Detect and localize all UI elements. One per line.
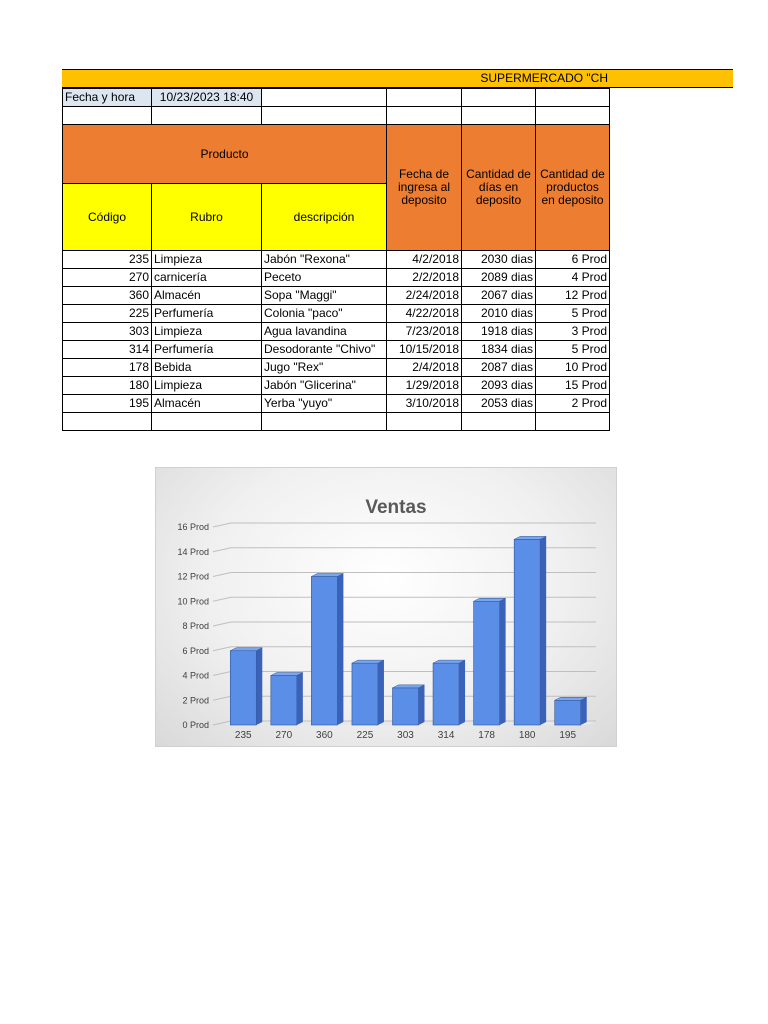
chart-title: Ventas (365, 497, 427, 518)
x-tick-label: 314 (437, 730, 455, 741)
gridline-tick (213, 548, 231, 552)
cell-fecha[interactable]: 7/23/2018 (387, 323, 462, 341)
table-row (63, 305, 610, 323)
cell[interactable] (262, 413, 387, 431)
date-value-cell[interactable]: 10/23/2023 18:40 (152, 89, 262, 107)
table-row (63, 341, 610, 359)
bar[interactable] (311, 577, 337, 726)
cell-descripcion[interactable]: Jugo "Rex" (262, 359, 387, 377)
cell-fecha[interactable]: 2/24/2018 (387, 287, 462, 305)
title-banner (62, 69, 733, 88)
cell-dias[interactable]: 1918 dias (462, 323, 536, 341)
cell-descripcion[interactable]: Jabón "Glicerina" (262, 377, 387, 395)
cell-fecha[interactable]: 4/22/2018 (387, 305, 462, 323)
cell-codigo[interactable]: 235 (63, 251, 152, 269)
table-row (63, 377, 610, 395)
bar-top (352, 660, 384, 663)
cell-fecha[interactable]: 4/2/2018 (387, 251, 462, 269)
chart-svg (156, 468, 616, 746)
bar-top (393, 685, 425, 688)
cell-descripcion[interactable]: Sopa "Maggi" (262, 287, 387, 305)
cell[interactable] (63, 107, 152, 125)
cell-cantidad[interactable]: 6 Prod (536, 251, 610, 269)
table-row (63, 359, 610, 377)
cell-fecha[interactable]: 2/2/2018 (387, 269, 462, 287)
cell-descripcion[interactable]: Colonia "paco" (262, 305, 387, 323)
table-row (63, 287, 610, 305)
x-tick-label: 225 (356, 730, 374, 741)
bar[interactable] (352, 663, 378, 725)
bar[interactable] (514, 539, 540, 725)
header-rubro[interactable]: Rubro (152, 184, 262, 251)
cell-rubro[interactable]: Perfumería (152, 341, 262, 359)
bar[interactable] (474, 601, 500, 725)
table-row (63, 323, 610, 341)
bar[interactable] (230, 651, 256, 725)
cell-dias[interactable]: 2053 dias (462, 395, 536, 413)
cell-dias[interactable]: 2030 dias (462, 251, 536, 269)
cell-dias[interactable]: 2089 dias (462, 269, 536, 287)
bar-side (459, 660, 465, 725)
cell-descripcion[interactable]: Peceto (262, 269, 387, 287)
cell-codigo[interactable]: 303 (63, 323, 152, 341)
bar-top (433, 660, 465, 663)
bar-side (419, 685, 425, 725)
cell-rubro[interactable]: Bebida (152, 359, 262, 377)
header-codigo[interactable]: Código (63, 184, 152, 251)
cell-codigo[interactable]: 225 (63, 305, 152, 323)
date-label-cell[interactable]: Fecha y hora (63, 89, 152, 107)
cell-cantidad[interactable]: 4 Prod (536, 269, 610, 287)
cell-rubro[interactable]: Limpieza (152, 323, 262, 341)
bar-side (378, 660, 384, 725)
y-tick-label: 10 Prod (177, 596, 209, 607)
cell[interactable] (152, 107, 262, 125)
cell[interactable] (262, 89, 387, 107)
header-fecha[interactable]: Fecha de ingresa al deposito (387, 125, 462, 251)
y-tick-label: 0 Prod (182, 720, 209, 730)
bar[interactable] (393, 688, 419, 725)
inventory-table (62, 88, 610, 431)
cell-dias[interactable]: 2067 dias (462, 287, 536, 305)
cell[interactable] (387, 89, 462, 107)
bar-side (256, 648, 262, 725)
x-tick-label: 270 (275, 730, 293, 741)
cell[interactable] (462, 107, 536, 125)
cell-fecha[interactable]: 1/29/2018 (387, 377, 462, 395)
cell-codigo[interactable]: 360 (63, 287, 152, 305)
bar-top (514, 536, 546, 539)
bar[interactable] (271, 676, 297, 726)
cell-codigo[interactable]: 270 (63, 269, 152, 287)
x-tick-label: 235 (234, 730, 252, 741)
y-tick-label: 12 Prod (177, 571, 209, 582)
x-tick-label: 195 (559, 730, 577, 741)
bar[interactable] (433, 663, 459, 725)
cell[interactable] (462, 89, 536, 107)
cell[interactable] (262, 107, 387, 125)
cell-dias[interactable]: 1834 dias (462, 341, 536, 359)
bar-side (581, 697, 587, 725)
cell[interactable] (462, 413, 536, 431)
bar-side (337, 574, 343, 726)
y-tick-label: 4 Prod (182, 670, 209, 681)
bar-side (500, 598, 506, 725)
table-row (63, 395, 610, 413)
y-tick-label: 8 Prod (182, 621, 209, 631)
cell-cantidad[interactable]: 15 Prod (536, 377, 610, 395)
cell-rubro[interactable]: Almacén (152, 287, 262, 305)
cell-fecha[interactable]: 10/15/2018 (387, 341, 462, 359)
x-tick-label: 360 (316, 730, 333, 741)
cell-fecha[interactable]: 2/4/2018 (387, 359, 462, 377)
cell-descripcion[interactable]: Yerba "yuyo" (262, 395, 387, 413)
table-row (63, 269, 610, 287)
gridline-tick (213, 672, 231, 676)
cell-rubro[interactable]: Limpieza (152, 251, 262, 269)
cell[interactable] (152, 413, 262, 431)
table-row (63, 251, 610, 269)
header-descripcion[interactable]: descripción (262, 184, 387, 251)
bar[interactable] (555, 700, 581, 725)
x-tick-label: 303 (397, 730, 414, 741)
cell-codigo[interactable]: 180 (63, 377, 152, 395)
header-cantidad[interactable]: Cantidad de productos en deposito (536, 125, 610, 251)
gridline-tick (213, 573, 231, 577)
cell[interactable] (387, 413, 462, 431)
cell-cantidad[interactable]: 3 Prod (536, 323, 610, 341)
cell-dias[interactable]: 2010 dias (462, 305, 536, 323)
y-tick-label: 16 Prod (177, 522, 209, 532)
header-dias[interactable]: Cantidad de días en deposito (462, 125, 536, 251)
cell-cantidad[interactable]: 10 Prod (536, 359, 610, 377)
ventas-chart[interactable] (155, 467, 617, 747)
cell[interactable] (387, 107, 462, 125)
x-tick-label: 178 (478, 730, 495, 741)
cell-descripcion[interactable]: Jabón "Rexona" (262, 251, 387, 269)
cell[interactable] (63, 413, 152, 431)
banner-title: SUPERMERCADO "CH (480, 71, 608, 85)
cell[interactable] (536, 413, 610, 431)
gridline-tick (213, 622, 231, 626)
cell[interactable] (536, 89, 610, 107)
bar-top (311, 574, 343, 577)
cell-codigo[interactable]: 314 (63, 341, 152, 359)
y-tick-label: 6 Prod (182, 645, 209, 656)
gridline-tick (213, 597, 231, 601)
gridline-tick (213, 523, 231, 527)
gridline-tick (213, 647, 231, 651)
gridline-tick (213, 696, 231, 700)
bar-top (230, 648, 262, 651)
cell-fecha[interactable]: 3/10/2018 (387, 395, 462, 413)
bar-side (540, 536, 546, 725)
cell-dias[interactable]: 2093 dias (462, 377, 536, 395)
cell-cantidad[interactable]: 5 Prod (536, 305, 610, 323)
header-producto[interactable]: Producto (63, 125, 387, 184)
cell-codigo[interactable]: 178 (63, 359, 152, 377)
cell-codigo[interactable]: 195 (63, 395, 152, 413)
bar-top (271, 673, 303, 676)
y-tick-label: 2 Prod (182, 695, 209, 706)
cell-rubro[interactable]: carnicería (152, 269, 262, 287)
cell-cantidad[interactable]: 5 Prod (536, 341, 610, 359)
cell-cantidad[interactable]: 12 Prod (536, 287, 610, 305)
bar-top (555, 697, 587, 700)
cell-descripcion[interactable]: Agua lavandina (262, 323, 387, 341)
bar-top (474, 598, 506, 601)
cell-dias[interactable]: 2087 dias (462, 359, 536, 377)
cell-rubro[interactable]: Limpieza (152, 377, 262, 395)
y-tick-label: 14 Prod (177, 546, 209, 557)
cell-rubro[interactable]: Almacén (152, 395, 262, 413)
cell-cantidad[interactable]: 2 Prod (536, 395, 610, 413)
cell-rubro[interactable]: Perfumería (152, 305, 262, 323)
cell[interactable] (536, 107, 610, 125)
bar-side (297, 673, 303, 726)
x-tick-label: 180 (518, 730, 536, 741)
cell-descripcion[interactable]: Desodorante "Chivo" (262, 341, 387, 359)
